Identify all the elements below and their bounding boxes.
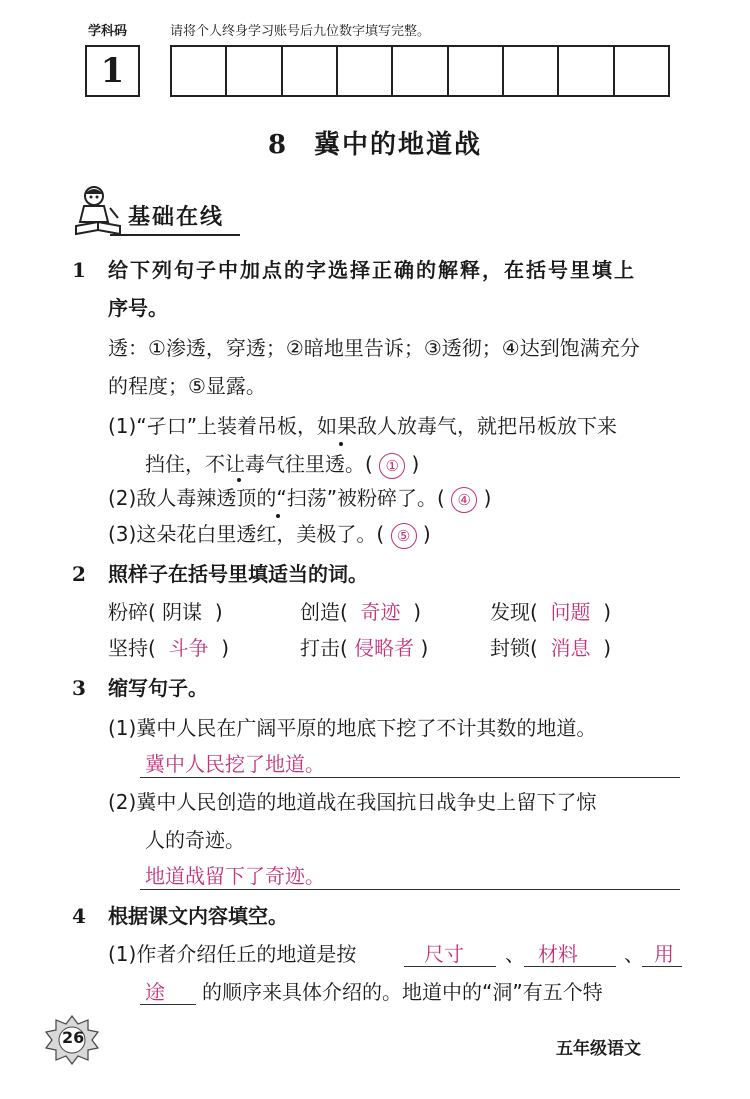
q3-answer-2: 地道战留下了奇迹。 [145,864,325,888]
q3-sentence-2-cont: 人的奇迹。 [145,828,245,852]
digit-box[interactable] [283,47,338,95]
digit-box[interactable] [449,47,504,95]
digit-box[interactable] [559,47,614,95]
q4-sentence-1-end: 的顺序来具体介绍的。地道中的“洞”有五个特 [202,980,603,1004]
answer-line [140,777,680,778]
section-underline [110,234,240,236]
emphasis-dot [237,478,241,482]
answer-circled: ⑤ [391,523,417,549]
q1-sentence-1-cont [145,450,419,479]
emphasis-dot [339,442,343,446]
subject-code-value: 1 [100,51,125,91]
subject-code-label: 学科码 [88,24,128,39]
digit-box[interactable] [338,47,393,95]
q2-answer: 阴谋 [162,600,203,624]
q2-answer: 侵略者 [354,636,415,660]
q4-prompt: 根据课文内容填空。 [108,904,288,928]
q2-answer: 问题 [550,600,591,624]
q2-answer: 消息 [550,636,591,660]
q4-sentence-1-start: (1)作者介绍任丘的地道是按 [108,942,357,966]
q4-answer: 用 [654,942,674,966]
answer-line [404,966,496,967]
digit-box[interactable] [172,47,227,95]
q3-prompt: 缩写句子。 [108,676,208,700]
question-number: 1 [72,258,86,282]
q2-pair: 发现( 问题 ) [490,600,612,624]
digit-box[interactable] [504,47,559,95]
digit-box[interactable] [615,47,668,95]
q2-pair: 打击( 侵略者 ) [300,636,429,660]
q1-sentence-1: (1)“孑口”上装着吊板，如果敌人放毒气，就把吊板放下来 [108,414,618,438]
q1-sentence-2 [108,484,491,513]
lesson-name: 冀中的地道战 [314,130,483,160]
q4-answer: 途 [145,980,165,1004]
q1-definitions: 透：①渗透，穿透；②暗地里告诉；③透彻；④达到饱满充分 [108,336,640,360]
q4-answer: 材料 [538,942,578,966]
answer-line [524,966,616,967]
q3-sentence-1: (1)冀中人民在广阔平原的地底下挖了不计其数的地道。 [108,716,597,740]
q1-prompt: 给下列句子中加点的字选择正确的解释，在括号里填上 [108,258,636,282]
answer-line [642,966,682,967]
sentence-text: (2)敌人毒辣透顶的“扫荡”被粉碎了。( [108,486,445,510]
answer-circled: ① [379,453,405,479]
q2-answer: 奇迹 [360,600,401,624]
sentence-text: (3)这朵花白里透红，美极了。( [108,522,385,546]
lesson-number: 8 [267,130,289,160]
separator: 、 [505,942,525,966]
q2-pair: 粉碎( 阴谋 ) [108,600,223,624]
q3-sentence-2: (2)冀中人民创造的地道战在我国抗日战争史上留下了惊 [108,790,597,814]
section-title: 基础在线 [128,205,225,230]
q2-pair: 创造( 奇迹 ) [300,600,422,624]
lesson-title [0,124,750,161]
sentence-text: 挡住，不让毒气往里透。( [145,452,373,476]
instruction-text: 请将个人终身学习账号后九位数字填写完整。 [170,24,431,39]
q4-answer: 尺寸 [424,942,464,966]
emphasis-dot [276,514,280,518]
answer-line [140,889,680,890]
close-paren: ) [422,522,431,546]
close-paren: ) [483,486,492,510]
account-digit-boxes [170,45,670,97]
q2-pair: 坚持( 斗争 ) [108,636,230,660]
question-number: 3 [72,676,86,700]
q1-prompt-cont: 序号。 [108,296,168,320]
close-paren: ) [411,452,420,476]
separator: 、 [624,942,644,966]
q1-sentence-3 [108,520,431,549]
answer-line [140,1004,196,1005]
q1-definitions-cont: 的程度；⑤显露。 [108,374,266,398]
answer-circled: ④ [451,487,477,513]
subject-code-box [85,45,140,97]
q2-answer: 斗争 [168,636,209,660]
question-number: 4 [72,904,86,928]
q3-answer-1: 冀中人民挖了地道。 [145,752,325,776]
page-number: 26 [62,1028,85,1047]
digit-box[interactable] [227,47,282,95]
book-label: 五年级语文 [556,1039,641,1059]
q2-prompt: 照样子在括号里填适当的词。 [108,562,368,586]
q2-pair: 封锁( 消息 ) [490,636,612,660]
digit-box[interactable] [393,47,448,95]
question-number: 2 [72,562,86,586]
